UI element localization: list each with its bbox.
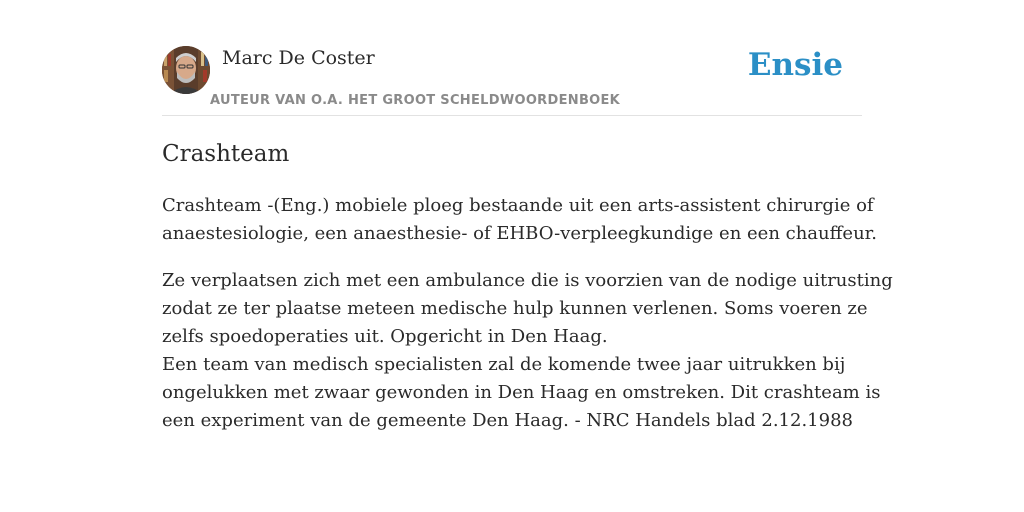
text-line: zelfs spoedoperaties uit. Opgericht in Den Haag. — [162, 326, 608, 347]
ensie-logo[interactable]: Ensie — [747, 47, 843, 83]
portrait-icon — [162, 46, 210, 94]
text-line: Een team van medisch specialisten zal de komende twee jaar uitrukken bij — [162, 354, 846, 375]
author-subtitle: AUTEUR VAN O.A. HET GROOT SCHELDWOORDENBOEK — [210, 93, 621, 108]
paragraph-2 — [162, 267, 893, 435]
entry-title: Crashteam — [162, 141, 290, 167]
text-line: Ze verplaatsen zich met een ambulance die is voorzien van de nodige uitrusting — [162, 270, 893, 291]
text-line: zodat ze ter plaatse meteen medische hulp kunnen verlenen. Soms voeren ze — [162, 298, 868, 319]
text-line: een experiment van de gemeente Den Haag. - NRC Handels blad 2.12.1988 — [162, 410, 853, 431]
author-name[interactable]: Marc De Coster — [222, 47, 375, 69]
author-avatar[interactable] — [162, 46, 210, 94]
text-line: ongelukken met zwaar gewonden in Den Haag en omstreken. Dit crashteam is — [162, 382, 881, 403]
text-line: anaestesiologie, een anaesthesie- of EHBO-verpleegkundige en een chauffeur. — [162, 223, 878, 244]
author-header — [162, 0, 862, 116]
paragraph-1 — [162, 192, 878, 248]
page-container — [162, 0, 893, 431]
text-line: Crashteam -(Eng.) mobiele ploeg bestaande uit een arts-assistent chirurgie of — [162, 195, 874, 216]
entry-body — [162, 192, 893, 454]
